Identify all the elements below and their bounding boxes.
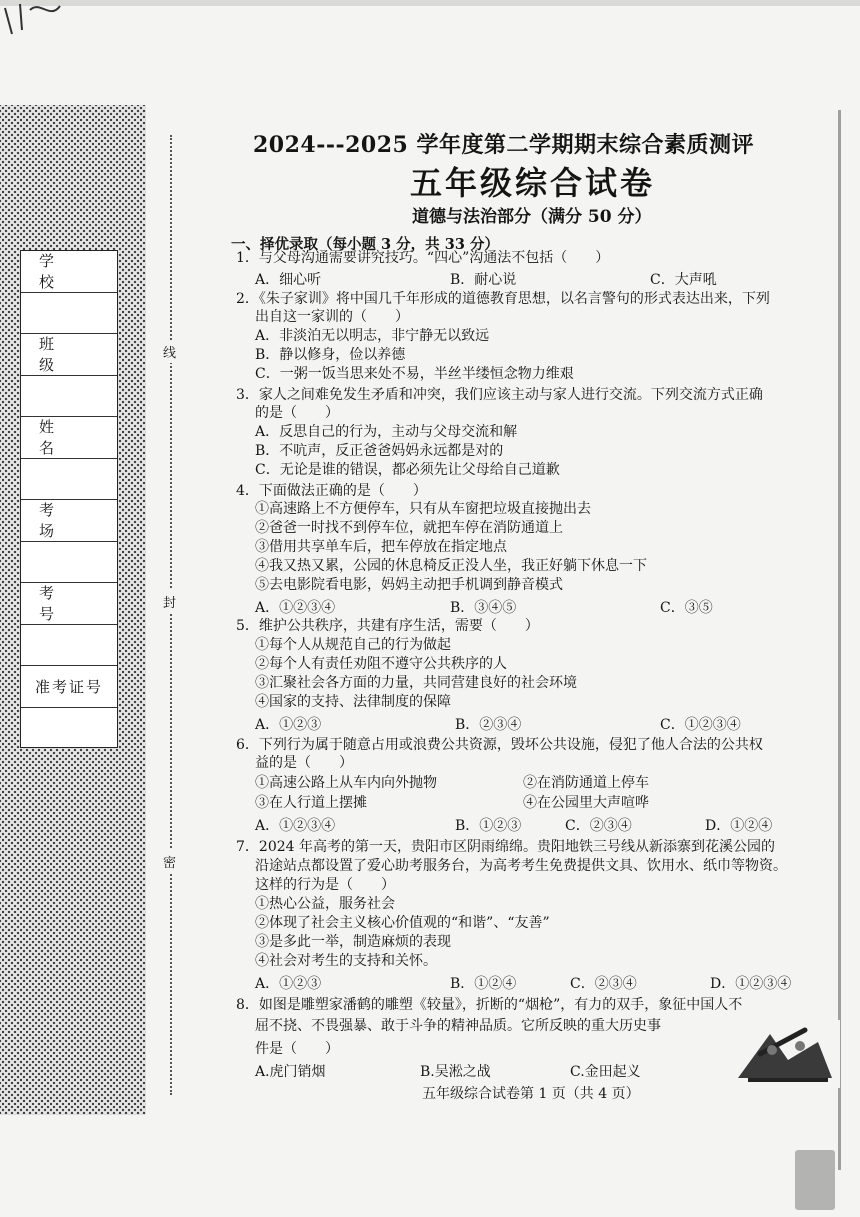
question-4-option-b[interactable]: B．③④⑤: [450, 600, 517, 616]
question-5-item-3: ③汇聚社会各方面的力量，共同营建良好的社会环境: [255, 675, 577, 691]
question-2-stem-line-1: 2．《朱子家训》将中国几千年形成的道德教育思想，以名言警句的形式表达出来，下列: [236, 291, 770, 307]
question-5-option-b[interactable]: B．②③④: [455, 717, 522, 733]
question-8-stem-line-1: 8．如图是雕塑家潘鹤的雕塑《较量》，折断的“烟枪”，有力的双手，象征中国人不: [236, 997, 743, 1013]
question-6-item-2: ②在消防通道上停车: [523, 775, 649, 791]
question-6-item-3: ③在人行道上摆摊: [255, 795, 367, 811]
question-5-item-1: ①每个人从规范自己的行为做起: [255, 637, 451, 653]
question-8-option-b[interactable]: B.吴淞之战: [420, 1064, 491, 1080]
question-2-option-c[interactable]: C．一粥一饭当思来处不易，半丝半缕恒念物力维艰: [255, 366, 574, 382]
field-blank-class[interactable]: [21, 376, 117, 418]
question-4-option-a[interactable]: A．①②③④: [255, 600, 336, 616]
question-7-option-b[interactable]: B．①②④: [450, 976, 517, 992]
question-5-option-c[interactable]: C．①②③④: [660, 717, 741, 733]
field-blank-number[interactable]: [21, 625, 117, 667]
question-4-item-5: ⑤去电影院看电影，妈妈主动把手机调到静音模式: [255, 577, 563, 593]
question-3-stem-line-1: 3．家人之间难免发生矛盾和冲突，我们应该主动与家人进行交流。下列交流方式正确: [236, 387, 763, 403]
question-5-option-a[interactable]: A．①②③: [255, 717, 322, 733]
scan-smudge: [795, 1150, 835, 1210]
question-1-option-c[interactable]: C．大声吼: [650, 272, 717, 288]
question-7-stem-line-2: 沿途站点都设置了爱心助考服务台，为高考考生免费提供文具、饮用水、纸巾等物资。: [255, 858, 787, 874]
question-4-item-4: ④我又热又累，公园的休息椅反正没人坐，我正好躺下休息一下: [255, 558, 647, 574]
question-2-stem-line-2: 出自这一家训的（ ）: [255, 309, 409, 325]
question-5-stem: 5．维护公共秩序，共建有序生活，需要（ ）: [236, 618, 539, 634]
question-1-option-a[interactable]: A．细心听: [255, 272, 322, 288]
cut-mark-seal: 封: [163, 590, 176, 613]
student-info-box: [20, 250, 118, 748]
exam-subtitle: 五年级综合试卷: [410, 164, 656, 202]
question-4-item-3: ③借用共享单车后，把车停放在指定地点: [255, 539, 507, 555]
scan-line: [838, 110, 841, 1170]
field-label-room: 考 场: [21, 500, 117, 542]
exam-part-title: 道德与法治部分（满分 50 分）: [412, 207, 652, 227]
question-1-option-b[interactable]: B．耐心说: [450, 272, 517, 288]
question-6-stem-line-1: 6．下列行为属于随意占用或浪费公共资源，毁坏公共设施，侵犯了他人合法的公共权: [236, 737, 763, 753]
question-5-item-2: ②每个人有责任劝阻不遵守公共秩序的人: [255, 656, 507, 672]
question-7-stem-line-1: 7．2024 年高考的第一天，贵阳市区阴雨绵绵。贵阳地铁三号线从新添寨到花溪公园的: [236, 839, 775, 855]
question-7-item-1: ①热心公益，服务社会: [255, 896, 395, 912]
question-8-option-c[interactable]: C.金田起义: [570, 1064, 641, 1080]
field-blank-ticket[interactable]: [21, 708, 117, 750]
question-7-option-d[interactable]: D．①②③④: [710, 976, 792, 992]
field-label-number: 考 号: [21, 583, 117, 625]
page-footer: 五年级综合试卷第 1 页（共 4 页）: [422, 1086, 640, 1102]
question-3-option-b[interactable]: B．不吭声，反正爸爸妈妈永远都是对的: [255, 443, 504, 459]
cut-mark-line: 线: [163, 340, 176, 363]
question-7-item-2: ②体现了社会主义核心价值观的“和谐”、“友善”: [255, 915, 550, 931]
question-7-item-4: ④社会对考生的支持和关怀。: [255, 953, 437, 969]
section-heading: 一、择优录取（每小题 3 分，共 33 分）: [231, 236, 499, 253]
question-2-option-b[interactable]: B．静以修身，俭以养德: [255, 347, 406, 363]
scan-edge: [0, 0, 860, 6]
field-label-school: 学 校: [21, 251, 117, 293]
question-7-item-3: ③是多此一举，制造麻烦的表现: [255, 934, 451, 950]
question-7-stem-line-3: 这样的行为是（ ）: [255, 877, 395, 893]
question-6-item-4: ④在公园里大声喧哗: [523, 795, 649, 811]
question-4-stem: 4．下面做法正确的是（ ）: [236, 483, 427, 499]
cut-line: [170, 135, 172, 1095]
cut-mark-secret: 密: [163, 850, 176, 873]
field-blank-room[interactable]: [21, 542, 117, 584]
question-5-item-4: ④国家的支持、法律制度的保障: [255, 694, 451, 710]
question-6-option-d[interactable]: D．①②④: [705, 818, 773, 834]
exam-title: 2024---2025 学年度第二学期期末综合素质测评: [253, 132, 755, 158]
question-7-option-a[interactable]: A．①②③: [255, 976, 322, 992]
question-3-stem-line-2: 的是（ ）: [255, 405, 339, 421]
question-6-option-c[interactable]: C．②③④: [565, 818, 632, 834]
question-6-stem-line-2: 益的是（ ）: [255, 755, 353, 771]
question-3-option-c[interactable]: C．无论是谁的错误，都必须先让父母给自己道歉: [255, 462, 560, 478]
question-3-option-a[interactable]: A．反思自己的行为，主动与父母交流和解: [255, 424, 518, 440]
field-label-class: 班 级: [21, 334, 117, 376]
question-6-option-b[interactable]: B．①②③: [455, 818, 522, 834]
sculpture-image: [730, 1020, 840, 1088]
field-label-ticket: 准考证号: [21, 666, 117, 708]
question-8-stem-line-2: 屈不挠、不畏强暴、敢于斗争的精神品质。它所反映的重大历史事: [255, 1018, 661, 1034]
field-label-name: 姓 名: [21, 417, 117, 459]
question-4-option-c[interactable]: C．③⑤: [660, 600, 713, 616]
question-8-option-a[interactable]: A.虎门销烟: [255, 1064, 326, 1080]
question-2-option-a[interactable]: A．非淡泊无以明志，非宁静无以致远: [255, 328, 490, 344]
question-1-stem: 1．与父母沟通需要讲究技巧。“四心”沟通法不包括（ ）: [236, 250, 610, 266]
question-7-option-c[interactable]: C．②③④: [570, 976, 637, 992]
question-4-item-2: ②爸爸一时找不到停车位，就把车停在消防通道上: [255, 520, 563, 536]
question-6-item-1: ①高速公路上从车内向外抛物: [255, 775, 437, 791]
scan-scribble: [0, 0, 80, 40]
field-blank-school[interactable]: [21, 293, 117, 335]
question-8-stem-line-3: 件是（ ）: [255, 1041, 339, 1057]
question-6-option-a[interactable]: A．①②③④: [255, 818, 336, 834]
field-blank-name[interactable]: [21, 459, 117, 501]
question-4-item-1: ①高速路上不方便停车，只有从车窗把垃圾直接抛出去: [255, 501, 591, 517]
